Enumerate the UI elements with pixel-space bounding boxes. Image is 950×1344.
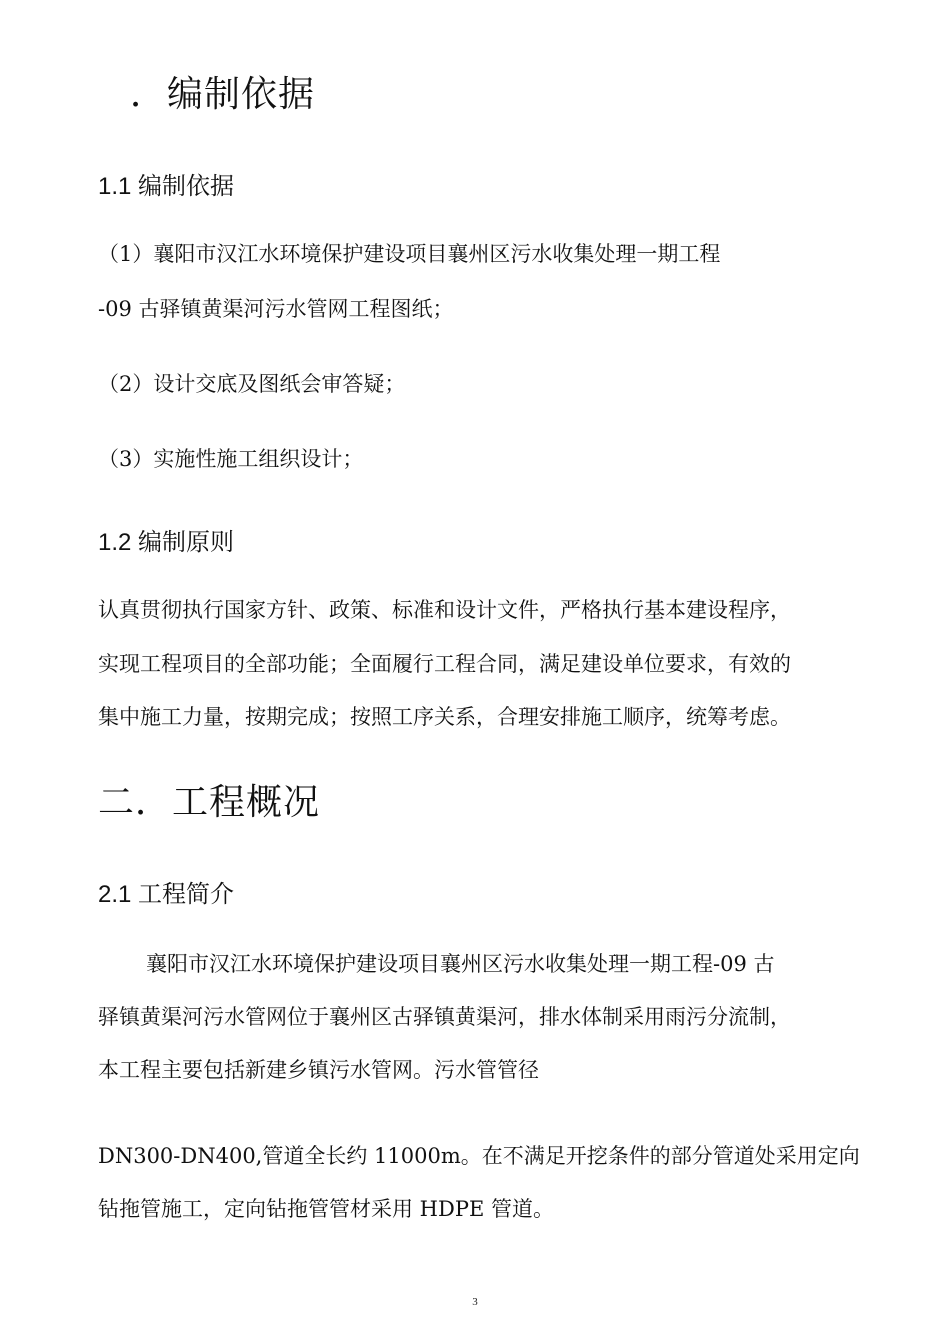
overview-line-2: 驿镇黄渠河污水管网位于襄州区古驿镇黄渠河，排水体制采用雨污分流制， bbox=[98, 1005, 791, 1029]
overview-line-4: DN300-DN400,管道全长约 11000m。在不满足开挖条件的部分管道处采用定向 bbox=[98, 1144, 860, 1168]
overview-line-1: 襄阳市汉江水环境保护建设项目襄州区污水收集处理一期工程-09 古 bbox=[146, 952, 775, 976]
overview-line-5: 钻拖管施工，定向钻拖管管材采用 HDPE 管道。 bbox=[98, 1197, 554, 1221]
basis-item-2: （2）设计交底及图纸会审答疑； bbox=[98, 372, 406, 396]
principle-line-1: 认真贯彻执行国家方针、政策、标准和设计文件，严格执行基本建设程序， bbox=[98, 598, 791, 622]
overview-line-3: 本工程主要包括新建乡镇污水管网。污水管管径 bbox=[98, 1058, 539, 1082]
subsection-title-1-2: 1.2 编制原则 bbox=[98, 529, 235, 556]
subsection-title-2-1: 2.1 工程简介 bbox=[98, 881, 235, 908]
page-number: 3 bbox=[472, 1296, 478, 1308]
basis-item-3: （3）实施性施工组织设计； bbox=[98, 447, 364, 471]
principle-line-2: 实现工程项目的全部功能；全面履行工程合同，满足建设单位要求，有效的 bbox=[98, 652, 791, 676]
principle-line-3: 集中施工力量，按期完成；按照工序关系，合理安排施工顺序，统筹考虑。 bbox=[98, 705, 791, 729]
section-title-overview: 二．工程概况 bbox=[98, 782, 321, 823]
basis-item-1-line-1: （1）襄阳市汉江水环境保护建设项目襄州区污水收集处理一期工程 bbox=[98, 242, 721, 266]
subsection-title-1-1: 1.1 编制依据 bbox=[98, 173, 235, 200]
basis-item-1-line-2: -09 古驿镇黄渠河污水管网工程图纸； bbox=[98, 297, 454, 321]
section-title-basis: ．编制依据 bbox=[130, 74, 316, 115]
